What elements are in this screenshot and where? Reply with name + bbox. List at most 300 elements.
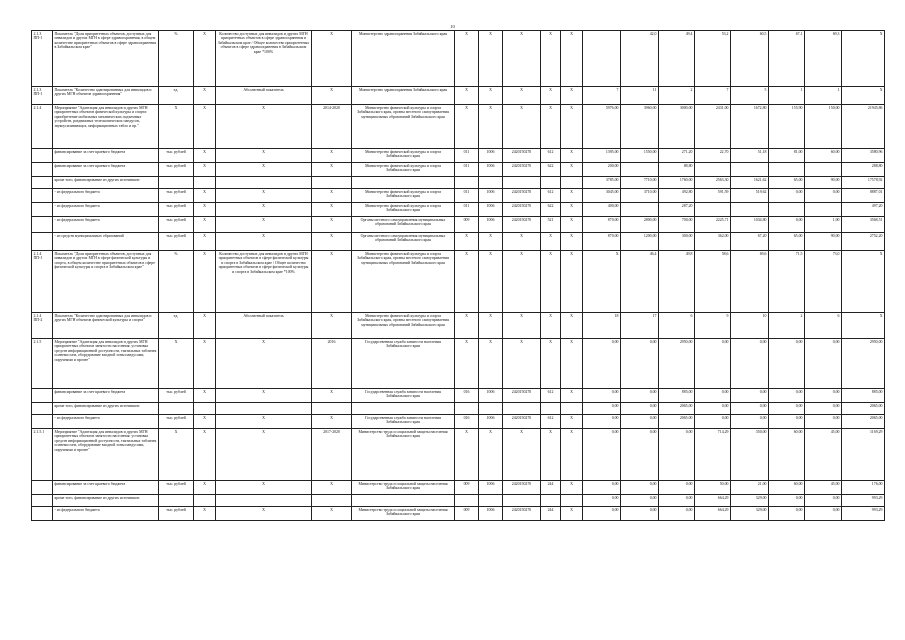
cell-name: кроме того, финансирование из других источников: — [53, 177, 159, 189]
cell-c5: Абсолютный показатель — [216, 313, 312, 339]
cell-k5: X — [561, 251, 583, 313]
cell-v4: 58,6 — [695, 251, 731, 313]
cell-exec — [352, 403, 455, 415]
cell-k1: 016 — [455, 415, 479, 429]
cell-v7: 6 — [805, 313, 842, 339]
cell-v1: 0,00 — [583, 481, 621, 495]
cell-name: Показатель "Количество адаптированных для инвалидов и других МГН объектов здравоохранения" — [53, 87, 159, 105]
cell-v1: 18 — [583, 313, 621, 339]
cell-v6: 60,00 — [769, 429, 805, 481]
cell-v8: 993,29 — [842, 507, 885, 521]
cell-v7: 45,00 — [805, 429, 842, 481]
table-body — [32, 31, 885, 521]
cell-k5: X — [561, 481, 583, 495]
cell-v3: 0,00 — [659, 481, 695, 495]
cell-v5: 10 — [731, 313, 769, 339]
cell-v8: 3568,51 — [842, 217, 885, 233]
cell-k1: 011 — [455, 149, 479, 163]
cell-v1: 3785,00 — [583, 177, 621, 189]
cell-k5: X — [561, 149, 583, 163]
cell-v4: 2563,30 — [695, 177, 731, 189]
cell-k2 — [479, 177, 503, 189]
cell-name: Показатель "Доля приоритетных объектов, доступных для инвалидов и других МГН в сфере здравоохранения, в общем количестве приоритетных объектов в сфере здравоохранения в Забайкальском крае" — [53, 31, 159, 87]
cell-c4 — [194, 177, 216, 189]
cell-v2: 0,00 — [621, 495, 659, 507]
cell-unit: X — [159, 105, 194, 149]
cell-v4: 0,00 — [695, 415, 731, 429]
table-row — [32, 177, 885, 189]
cell-k4: 244 — [541, 481, 561, 495]
cell-c4: X — [194, 339, 216, 389]
cell-v5: 519,62 — [731, 189, 769, 203]
cell-unit: % — [159, 31, 194, 87]
cell-k3: 2420150270 — [503, 217, 541, 233]
cell-v3: 885,00 — [659, 389, 695, 403]
cell-k1 — [455, 403, 479, 415]
cell-exec: Министерство труда и социальной защиты населения Забайкальского края — [352, 429, 455, 481]
cell-k4: 612 — [541, 389, 561, 403]
cell-v6: 71,5 — [769, 251, 805, 313]
cell-k2: X — [479, 31, 503, 87]
cell-k1: X — [455, 31, 479, 87]
cell-c4: X — [194, 87, 216, 105]
cell-c4: X — [194, 389, 216, 403]
cell-k1: 009 — [455, 481, 479, 495]
cell-v1: 0,00 — [583, 339, 621, 389]
cell-c6: X — [312, 163, 352, 177]
cell-v2 — [621, 203, 659, 217]
cell-k1: X — [455, 251, 479, 313]
cell-unit: тыс. рублей — [159, 389, 194, 403]
cell-c5: X — [216, 507, 312, 521]
table-row — [32, 149, 885, 163]
cell-v8: X — [842, 251, 885, 313]
cell-v7: 0,00 — [805, 507, 842, 521]
cell-k5 — [561, 177, 583, 189]
cell-v5: 0,00 — [731, 403, 769, 415]
cell-v3: 287,20 — [659, 203, 695, 217]
cell-unit — [159, 495, 194, 507]
cell-k2: X — [479, 339, 503, 389]
cell-v7: 45,00 — [805, 481, 842, 495]
cell-v3: 2950,00 — [659, 339, 695, 389]
cell-v1: 870,00 — [583, 233, 621, 251]
cell-v7: 0,00 — [805, 389, 842, 403]
cell-name: финансирование за счет краевого бюджета — [53, 149, 159, 163]
cell-v2: 7710,00 — [621, 177, 659, 189]
cell-v5: 69,6 — [731, 251, 769, 313]
table-row — [32, 507, 885, 521]
cell-v4: 7 — [695, 87, 731, 105]
cell-v2: 46,4 — [621, 251, 659, 313]
cell-name: - из федерального бюджета — [53, 507, 159, 521]
cell-k4: 622 — [541, 203, 561, 217]
cell-k3: X — [503, 87, 541, 105]
cell-v4: 22,70 — [695, 149, 731, 163]
cell-id — [32, 415, 53, 429]
program-table — [31, 30, 885, 521]
cell-v1: 400,00 — [583, 203, 621, 217]
cell-c6 — [312, 495, 352, 507]
table-row — [32, 415, 885, 429]
cell-c5: X — [216, 389, 312, 403]
cell-v8: X — [842, 31, 885, 87]
cell-v3: 1760,00 — [659, 177, 695, 189]
cell-k1: X — [455, 429, 479, 481]
cell-k1: 009 — [455, 217, 479, 233]
cell-k4 — [541, 177, 561, 189]
cell-v5: 329,00 — [731, 507, 769, 521]
cell-k3 — [503, 495, 541, 507]
cell-unit: тыс. рублей — [159, 203, 194, 217]
cell-v1: 3045,00 — [583, 189, 621, 203]
cell-v3: 2 — [659, 87, 695, 105]
cell-k2: 1006 — [479, 163, 503, 177]
cell-c6: X — [312, 507, 352, 521]
cell-name: - из федерального бюджета — [53, 415, 159, 429]
cell-v8: 2065,00 — [842, 403, 885, 415]
cell-v8: 2065,00 — [842, 415, 885, 429]
cell-c6: X — [312, 313, 352, 339]
cell-v3: 49,4 — [659, 31, 695, 87]
cell-c5: Абсолютный показатель — [216, 87, 312, 105]
cell-name: - из федерального бюджета — [53, 189, 159, 203]
cell-k2: X — [479, 233, 503, 251]
cell-name: - из федерального бюджета — [53, 217, 159, 233]
cell-v5: 1621,62 — [731, 177, 769, 189]
table-row — [32, 31, 885, 87]
cell-v1: 0,00 — [583, 415, 621, 429]
cell-id: 2.1.4 ПП-2 — [32, 313, 53, 339]
cell-v7: 0,00 — [805, 403, 842, 415]
cell-k3: 2420150270 — [503, 415, 541, 429]
cell-k3: X — [503, 313, 541, 339]
cell-v4: 664,29 — [695, 495, 731, 507]
cell-v8: 2950,00 — [842, 339, 885, 389]
cell-unit: тыс. рублей — [159, 507, 194, 521]
cell-v1: 0,00 — [583, 507, 621, 521]
cell-c6: X — [312, 87, 352, 105]
cell-v7: 0,00 — [805, 189, 842, 203]
cell-id: 2.1.5 — [32, 339, 53, 389]
cell-c6 — [312, 403, 352, 415]
cell-v4: 9 — [695, 313, 731, 339]
cell-v4 — [695, 163, 731, 177]
cell-k3 — [503, 403, 541, 415]
cell-c4: X — [194, 105, 216, 149]
cell-c6: X — [312, 233, 352, 251]
table-row — [32, 429, 885, 481]
cell-v4: 53,2 — [695, 31, 731, 87]
cell-exec: Государственная служба занятости населения Забайкальского края — [352, 415, 455, 429]
cell-exec — [352, 495, 455, 507]
cell-k4: X — [541, 105, 561, 149]
cell-exec: Министерство физической культуры и спорта Забайкальского края, органы местного самоуправления муниципальных образований Забайкальского края — [352, 251, 455, 313]
cell-v6: 1 — [769, 87, 805, 105]
cell-k5: X — [561, 189, 583, 203]
cell-v3: 6 — [659, 313, 695, 339]
cell-k3: 2420150270 — [503, 203, 541, 217]
cell-k5: X — [561, 429, 583, 481]
cell-v6: 0,00 — [769, 189, 805, 203]
cell-v2: 0,00 — [621, 429, 659, 481]
cell-k3: 2420150270 — [503, 481, 541, 495]
cell-unit: тыс. рублей — [159, 149, 194, 163]
cell-k5: X — [561, 389, 583, 403]
cell-name: Показатель "Доля приоритетных объектов, доступных для инвалидов и других МГН в сфере физической культуры и спорта, в общем количестве приоритетных объектов в сфере физической культуры и спорта в Забайкальском крае" — [53, 251, 159, 313]
cell-c5: X — [216, 429, 312, 481]
table-row — [32, 217, 885, 233]
cell-k4 — [541, 495, 561, 507]
table-row — [32, 233, 885, 251]
cell-exec: Министерство труда и социальной защиты населения Забайкальского края — [352, 481, 455, 495]
cell-v7: 0,00 — [805, 339, 842, 389]
cell-v3: 0,00 — [659, 495, 695, 507]
cell-unit: тыс. рублей — [159, 189, 194, 203]
cell-v6: 0,00 — [769, 403, 805, 415]
cell-k5: X — [561, 163, 583, 177]
cell-k3: X — [503, 31, 541, 87]
cell-v1: 0,00 — [583, 495, 621, 507]
cell-c5: X — [216, 105, 312, 149]
cell-v3: 300,00 — [659, 233, 695, 251]
cell-k2: 1006 — [479, 217, 503, 233]
cell-k4: 612 — [541, 149, 561, 163]
cell-v1: 870,00 — [583, 217, 621, 233]
cell-v6: 0,00 — [769, 495, 805, 507]
cell-id — [32, 163, 53, 177]
cell-k4: X — [541, 31, 561, 87]
cell-v8: 885,00 — [842, 389, 885, 403]
table-row — [32, 339, 885, 389]
cell-unit: % — [159, 251, 194, 313]
cell-k2: 1006 — [479, 481, 503, 495]
cell-v7: 0,00 — [805, 495, 842, 507]
cell-v3: 88,80 — [659, 163, 695, 177]
cell-c4: X — [194, 163, 216, 177]
cell-c4: X — [194, 481, 216, 495]
cell-k2: 1006 — [479, 189, 503, 203]
cell-k4: 521 — [541, 217, 561, 233]
cell-k2: X — [479, 429, 503, 481]
cell-v2: 3710,00 — [621, 189, 659, 203]
cell-id — [32, 203, 53, 217]
cell-v2: 1550,00 — [621, 149, 659, 163]
cell-exec: Органы местного самоуправления муниципальных образований Забайкальского края — [352, 233, 455, 251]
cell-k1: 016 — [455, 389, 479, 403]
cell-k5: X — [561, 87, 583, 105]
cell-k5: X — [561, 203, 583, 217]
cell-id: 2.1.4 — [32, 105, 53, 149]
cell-v6: 155,90 — [769, 105, 805, 149]
cell-c5: X — [216, 217, 312, 233]
cell-k3 — [503, 177, 541, 189]
cell-v8: X — [842, 313, 885, 339]
cell-v5: 1034,80 — [731, 217, 769, 233]
cell-v8: 17578,92 — [842, 177, 885, 189]
cell-c6: X — [312, 217, 352, 233]
cell-v2: 0,00 — [621, 339, 659, 389]
cell-v8: 1169,29 — [842, 429, 885, 481]
cell-k3: X — [503, 429, 541, 481]
cell-v5: 21,00 — [731, 481, 769, 495]
cell-k5: X — [561, 233, 583, 251]
cell-v6: 0,00 — [769, 415, 805, 429]
cell-v3: 0,00 — [659, 429, 695, 481]
page-number: 10 — [450, 24, 455, 29]
cell-k1: X — [455, 233, 479, 251]
cell-c6: X — [312, 203, 352, 217]
cell-v2: 17 — [621, 313, 659, 339]
cell-c6: 2016 — [312, 339, 352, 389]
cell-c5: X — [216, 163, 312, 177]
cell-unit: тыс. рублей — [159, 233, 194, 251]
cell-k4: X — [541, 87, 561, 105]
cell-k1: 011 — [455, 163, 479, 177]
cell-k4: 612 — [541, 415, 561, 429]
cell-v8: 176,00 — [842, 481, 885, 495]
cell-v5: 51,18 — [731, 149, 769, 163]
cell-name: Мероприятие "Адаптация для инвалидов и других МГН приоритетных объектов занятости населения: установка средств информационной доступности, тактильных табличек и мнемосхем, оборудование входной зоны пандусами, поручнями и прочее" — [53, 339, 159, 389]
cell-v8: 8887,01 — [842, 189, 885, 203]
cell-v1: 7 — [583, 87, 621, 105]
cell-c4: X — [194, 429, 216, 481]
cell-exec: Министерство физической культуры и спорта Забайкальского края, органы местного самоуправления муниципальных образований Забайкальского края — [352, 105, 455, 149]
cell-c6: X — [312, 189, 352, 203]
cell-k3: 2420150270 — [503, 189, 541, 203]
cell-v6: 0,00 — [769, 339, 805, 389]
cell-c5 — [216, 403, 312, 415]
cell-v4: 0,00 — [695, 389, 731, 403]
cell-v4: 591,59 — [695, 189, 731, 203]
cell-name: кроме того, финансирование из других источников: — [53, 495, 159, 507]
cell-k1: X — [455, 339, 479, 389]
cell-v7: 90,00 — [805, 177, 842, 189]
cell-v1 — [583, 31, 621, 87]
cell-v4: 2431,00 — [695, 105, 731, 149]
cell-c5: Количество доступных для инвалидов и других МГН приоритетных объектов в сфере здравоохранения в Забайкальском крае / Общее количество приоритетных объектов в сфере здравоохранения в Забайкальском крае *100% — [216, 31, 312, 87]
cell-v2 — [621, 163, 659, 177]
cell-k3: 2420150270 — [503, 163, 541, 177]
cell-k1: X — [455, 313, 479, 339]
table-row — [32, 313, 885, 339]
cell-v3: 0,00 — [659, 507, 695, 521]
table-row — [32, 189, 885, 203]
table-row — [32, 203, 885, 217]
cell-c4: X — [194, 217, 216, 233]
cell-v1: 0,00 — [583, 389, 621, 403]
cell-v6: 65,00 — [769, 177, 805, 189]
table-row — [32, 481, 885, 495]
cell-v4: 50,00 — [695, 481, 731, 495]
cell-k3: X — [503, 105, 541, 149]
cell-v6: 65,00 — [769, 233, 805, 251]
cell-c4: X — [194, 251, 216, 313]
cell-v5: 5 — [731, 87, 769, 105]
cell-exec: Государственная служба занятости населения Забайкальского края — [352, 389, 455, 403]
cell-v5 — [731, 163, 769, 177]
cell-v5: 0,00 — [731, 339, 769, 389]
cell-v3: 3000,00 — [659, 105, 695, 149]
cell-v3: 492,80 — [659, 189, 695, 203]
cell-exec — [352, 177, 455, 189]
cell-id — [32, 495, 53, 507]
cell-k5: X — [561, 415, 583, 429]
cell-v8: 993,29 — [842, 495, 885, 507]
cell-v4: 714,29 — [695, 429, 731, 481]
cell-c4: X — [194, 189, 216, 203]
cell-v5: 0,00 — [731, 389, 769, 403]
cell-k4: X — [541, 339, 561, 389]
cell-k2: 1006 — [479, 149, 503, 163]
cell-k3: 2420150270 — [503, 389, 541, 403]
cell-v6: 60,00 — [769, 481, 805, 495]
cell-unit — [159, 177, 194, 189]
cell-k4: X — [541, 233, 561, 251]
cell-name: финансирование за счет краевого бюджета — [53, 389, 159, 403]
cell-k1: X — [455, 105, 479, 149]
cell-k2: 1006 — [479, 389, 503, 403]
cell-k5: X — [561, 313, 583, 339]
cell-exec: Министерство труда и социальной защиты населения Забайкальского края — [352, 507, 455, 521]
cell-v5: 1672,80 — [731, 105, 769, 149]
cell-c4: X — [194, 203, 216, 217]
cell-v7 — [805, 163, 842, 177]
cell-v6: 2 — [769, 313, 805, 339]
cell-exec: Министерство физической культуры и спорта Забайкальского края — [352, 163, 455, 177]
cell-v1: 0,00 — [583, 403, 621, 415]
cell-k5 — [561, 403, 583, 415]
cell-exec: Государственная служба занятости населения Забайкальского края — [352, 339, 455, 389]
cell-id — [32, 233, 53, 251]
cell-v2: 42,0 — [621, 31, 659, 87]
cell-v6 — [769, 163, 805, 177]
table-row — [32, 403, 885, 415]
cell-v3: 700,00 — [659, 217, 695, 233]
cell-id — [32, 149, 53, 163]
cell-v7: 0,00 — [805, 415, 842, 429]
cell-k1: 009 — [455, 507, 479, 521]
cell-name: финансирование за счет краевого бюджета — [53, 163, 159, 177]
cell-exec: Министерство здравоохранения Забайкальского края — [352, 31, 455, 87]
cell-v3: 2065,00 — [659, 415, 695, 429]
cell-unit: ед. — [159, 87, 194, 105]
cell-unit: тыс. рублей — [159, 481, 194, 495]
cell-v8: 2752,20 — [842, 233, 885, 251]
cell-v2: 2800,00 — [621, 217, 659, 233]
cell-name: Мероприятие "Адаптация для инвалидов и других МГН приоритетных объектов физической культуры и спорта: приобретение мобильных механических подъемных устройств, раздвижных телескопических пандусов, звукоусиливающих, информационных табло и пр." — [53, 105, 159, 149]
cell-v7: 1 — [805, 87, 842, 105]
cell-exec: Министерство здравоохранения Забайкальского края — [352, 87, 455, 105]
cell-v2: 0,00 — [621, 389, 659, 403]
cell-v7: 90,00 — [805, 233, 842, 251]
cell-v7: 150,00 — [805, 105, 842, 149]
cell-v8: 497,20 — [842, 203, 885, 217]
cell-k3: X — [503, 233, 541, 251]
cell-c5: X — [216, 149, 312, 163]
cell-c6: X — [312, 389, 352, 403]
cell-exec: Министерство физической культуры и спорта Забайкальского края — [352, 149, 455, 163]
cell-k2: 1006 — [479, 507, 503, 521]
cell-k4: 622 — [541, 163, 561, 177]
cell-v2: 1200,00 — [621, 233, 659, 251]
cell-name: кроме того, финансирование из других источников: — [53, 403, 159, 415]
cell-id — [32, 217, 53, 233]
cell-unit: X — [159, 429, 194, 481]
cell-v4: 0,00 — [695, 339, 731, 389]
cell-unit: ед. — [159, 313, 194, 339]
cell-name: Мероприятие "Адаптация для инвалидов и других МГН приоритетных объектов занятости населения: установка средств информационной доступности, тактильных табличек и мнемосхем, оборудование входной зоны пандусами, поручнями и прочее" — [53, 429, 159, 481]
